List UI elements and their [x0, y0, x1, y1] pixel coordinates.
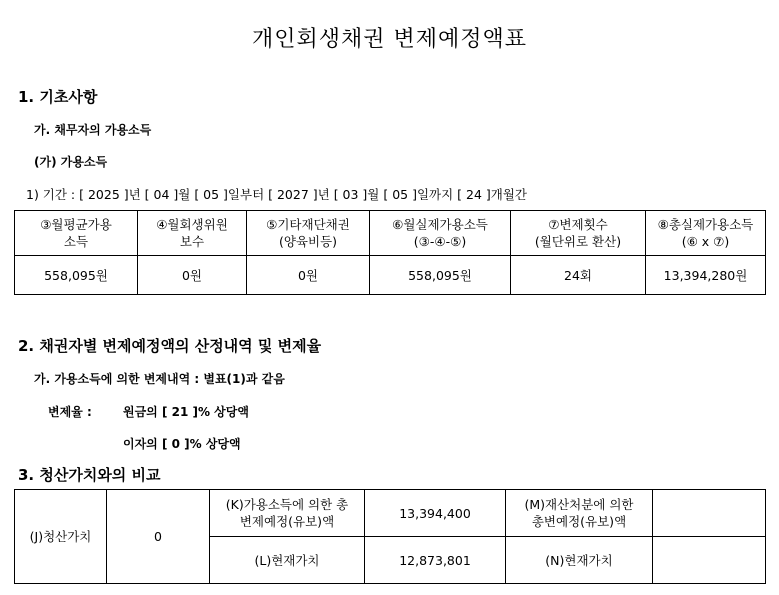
j-label-cell: (J)청산가치	[15, 490, 107, 584]
section2-sub-a: 가. 가용소득에 의한 변제내역 : 별표(1)과 같음	[34, 372, 285, 386]
l-label-cell: (L)현재가치	[210, 537, 365, 584]
rate-label: 변제율 :	[48, 405, 92, 419]
liquidation-table	[14, 489, 766, 584]
header-cell-7: ⑦변제횟수 (월단위로 환산)	[511, 211, 646, 256]
header-cell-5: ⑤기타재단채권 (양육비등)	[247, 211, 370, 256]
value-cell-5: 0원	[247, 256, 370, 295]
m-value-cell	[653, 490, 766, 537]
section2-heading: 2. 채권자별 변제예정액의 산정내역 및 변제율	[18, 337, 322, 355]
header-cell-8: ⑧총실제가용소득 (⑥ x ⑦)	[646, 211, 766, 256]
n-value-cell	[653, 537, 766, 584]
value-cell-7: 24회	[511, 256, 646, 295]
section1-sub-ga: (가) 가용소득	[34, 155, 108, 169]
k-value-cell: 13,394,400	[365, 490, 506, 537]
value-cell-6: 558,095원	[370, 256, 511, 295]
n-label-cell: (N)현재가치	[506, 537, 653, 584]
m-label-cell: (M)재산처분에 의한 총변예정(유보)액	[506, 490, 653, 537]
section1-sub-a: 가. 채무자의 가용소득	[34, 123, 152, 137]
income-table	[14, 210, 766, 295]
value-cell-3: 558,095원	[15, 256, 138, 295]
interest-rate-line: 이자의 [ 0 ]% 상당액	[123, 437, 241, 451]
value-cell-4: 0원	[138, 256, 247, 295]
header-cell-3: ③월평균가용 소득	[15, 211, 138, 256]
principal-rate-line: 원금의 [ 21 ]% 상당액	[123, 405, 249, 419]
liquidation-row-1	[15, 490, 766, 537]
header-cell-4: ④월회생위원 보수	[138, 211, 247, 256]
income-table-header-row	[15, 211, 766, 256]
section3-heading: 3. 청산가치와의 비교	[18, 466, 161, 484]
page-title: 개인회생채권 변제예정액표	[251, 27, 528, 52]
value-cell-8: 13,394,280원	[646, 256, 766, 295]
income-table-value-row	[15, 256, 766, 295]
period-line: 1) 기간 : [ 2025 ]년 [ 04 ]월 [ 05 ]일부터 [ 2027 ]년 [ 03 ]월 [ 05 ]일까지 [ 24 ]개월간	[26, 187, 527, 202]
k-label-cell: (K)가용소득에 의한 총 변제예정(유보)액	[210, 490, 365, 537]
l-value-cell: 12,873,801	[365, 537, 506, 584]
section1-heading: 1. 기초사항	[18, 88, 98, 106]
header-cell-6: ⑥월실제가용소득 (③-④-⑤)	[370, 211, 511, 256]
j-value-cell: 0	[107, 490, 210, 584]
